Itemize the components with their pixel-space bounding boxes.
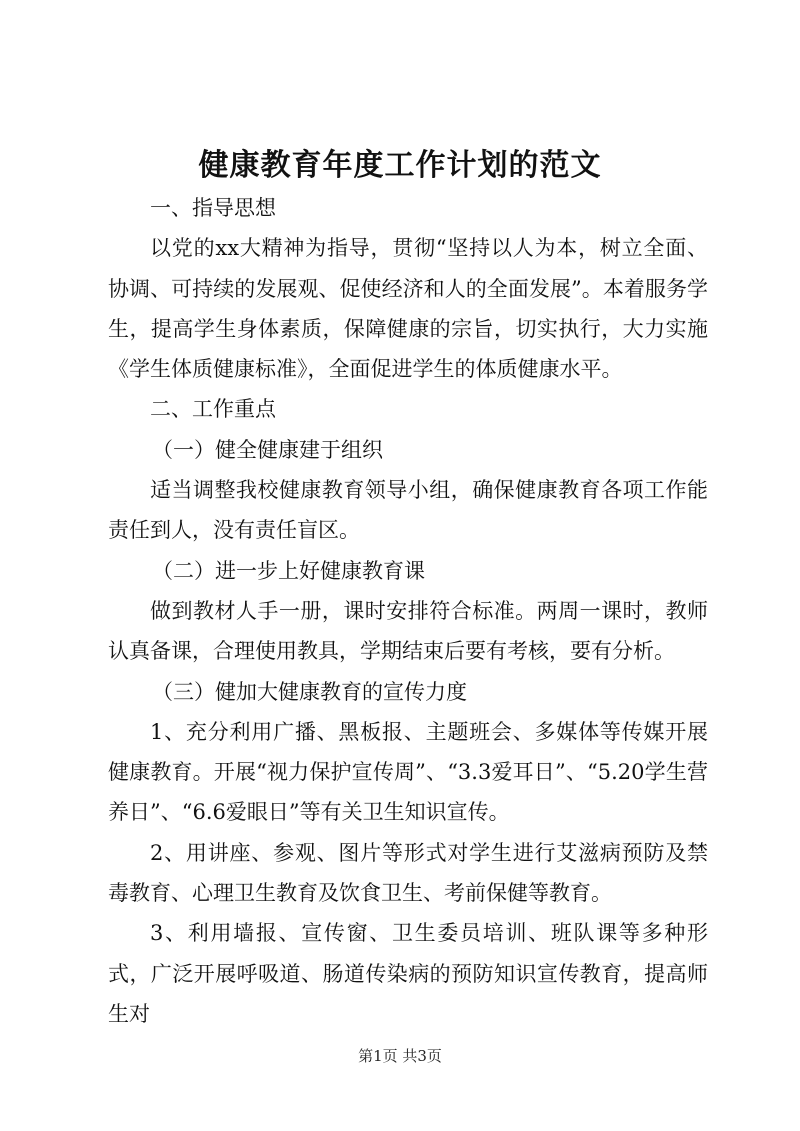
section-heading-work-focus: 二、工作重点 xyxy=(150,397,276,422)
paragraph-publicity-1: 1、充分利用广播、黑板报、主题班会、多媒体等传媒开展健康教育。开展“视力保护宣传周”、“3.3爱耳日”、“5.20学生营养日”、“6.6爱眼日”等有关卫生知识宣传。 xyxy=(108,719,708,825)
paragraph-publicity-3: 3、利用墙报、宣传窗、卫生委员培训、班队课等多种形式，广泛开展呼吸道、肠道传染病的预防知识宣传教育，提高师生对 xyxy=(108,921,708,1026)
section-heading-guiding-thought: 一、指导思想 xyxy=(150,196,276,220)
document-body xyxy=(108,188,708,1034)
paragraph-publicity-2: 2、用讲座、参观、图片等形式对学生进行艾滋病预防及禁毒教育、心理卫生教育及饮食卫生、考前保健等教育。 xyxy=(108,840,708,906)
paragraph-guiding-thought: 以党的xx大精神为指导，贯彻“坚持以人为本，树立全面、协调、可持续的发展观、促使经济和人的全面发展”。本着服务学生，提高学生身体素质，保障健康的宗旨，切实执行，大力实施《学生体质健康标准》，全面促进学生的体质健康水平。 xyxy=(108,236,708,382)
subheading-organization: （一）健全健康建于组织 xyxy=(152,437,383,462)
paragraph-organization: 适当调整我校健康教育领导小组，确保健康教育各项工作能责任到人，没有责任盲区。 xyxy=(108,478,708,543)
page-footer: 第1页 共3页 xyxy=(358,1047,442,1065)
subheading-health-class: （二）进一步上好健康教育课 xyxy=(152,558,425,583)
subheading-publicity: （三）健加大健康教育的宣传力度 xyxy=(152,679,467,704)
document-title: 健康教育年度工作计划的范文 xyxy=(198,148,602,183)
paragraph-health-class: 做到教材人手一册，课时安排符合标准。两周一课时，教师认真备课，合理使用教具，学期结束后要有考核，要有分析。 xyxy=(108,598,708,664)
